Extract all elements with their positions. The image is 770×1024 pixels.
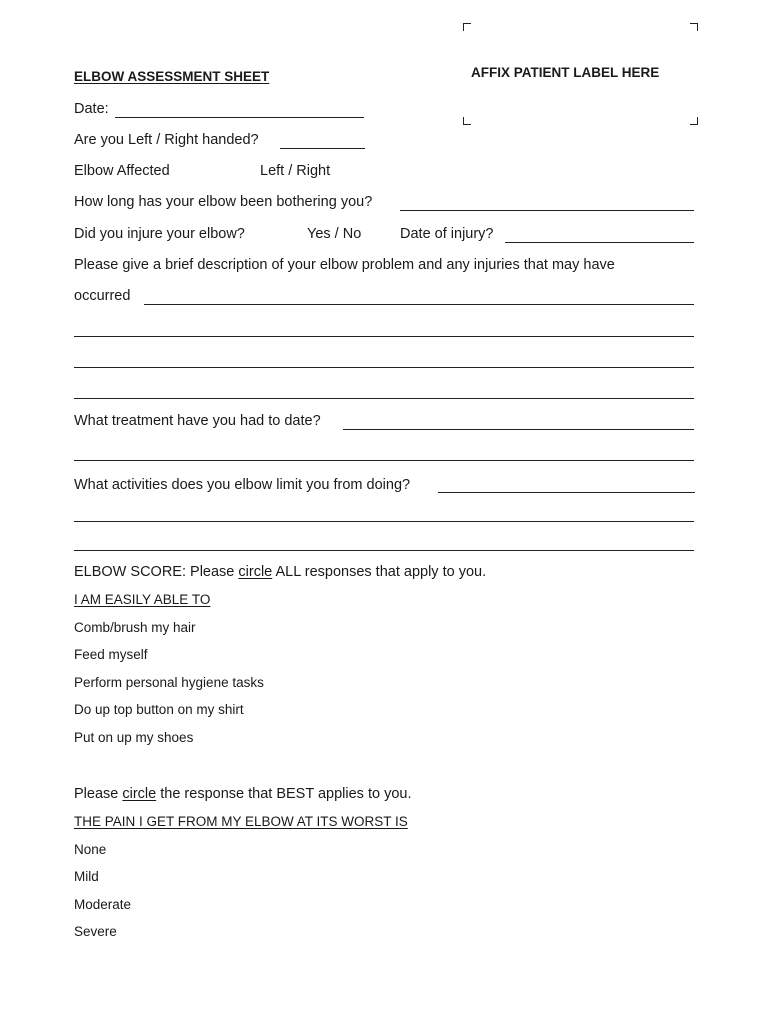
label-corner-top-right: [690, 23, 698, 31]
label-corner-top-left: [463, 23, 471, 31]
date-label: Date:: [74, 101, 109, 117]
injury-date-input-line[interactable]: [505, 242, 694, 243]
activities-label: What activities does you elbow limit you from doing?: [74, 477, 411, 493]
elbow-affected-label: Elbow Affected: [74, 163, 170, 179]
activities-input-line-3[interactable]: [74, 550, 694, 551]
treatment-input-line-1[interactable]: [343, 429, 694, 430]
elbow-score-heading: I AM EASILY ABLE TO: [74, 592, 211, 607]
pain-item[interactable]: Severe: [74, 924, 117, 939]
pain-item[interactable]: Moderate: [74, 897, 132, 912]
injury-date-label: Date of injury?: [400, 226, 494, 242]
activities-input-line-2[interactable]: [74, 521, 694, 522]
elbow-score-intro-prefix: ELBOW SCORE: Please: [74, 564, 239, 580]
pain-item[interactable]: Mild: [74, 869, 99, 884]
treatment-input-line-2[interactable]: [74, 460, 694, 461]
pain-intro-circle: circle: [122, 786, 157, 802]
pain-heading: THE PAIN I GET FROM MY ELBOW AT ITS WORST IS: [74, 814, 408, 829]
elbow-score-item[interactable]: Put on up my shoes: [74, 730, 194, 745]
handed-label: Are you Left / Right handed?: [74, 132, 259, 148]
pain-item[interactable]: None: [74, 842, 107, 857]
description-label: Please give a brief description of your elbow problem and any injuries that may have: [74, 257, 615, 273]
elbow-affected-options[interactable]: Left / Right: [260, 163, 331, 179]
description-input-line-1[interactable]: [144, 304, 694, 305]
pain-intro-suffix: the response that BEST applies to you.: [156, 786, 412, 802]
elbow-score-intro-circle: circle: [238, 564, 273, 580]
label-corner-bottom-left: [463, 117, 471, 125]
elbow-score-item[interactable]: Do up top button on my shirt: [74, 702, 244, 717]
injury-options[interactable]: Yes / No: [307, 226, 362, 242]
elbow-score-item[interactable]: Comb/brush my hair: [74, 620, 196, 635]
page-title: ELBOW ASSESSMENT SHEET: [74, 69, 270, 84]
pain-intro: [74, 786, 411, 802]
description-input-line-2[interactable]: [74, 336, 694, 337]
description-input-line-4[interactable]: [74, 398, 694, 399]
duration-input-line[interactable]: [400, 210, 694, 211]
elbow-score-item[interactable]: Feed myself: [74, 647, 148, 662]
elbow-score-intro: [74, 564, 486, 580]
elbow-score-item[interactable]: Perform personal hygiene tasks: [74, 675, 264, 690]
description-input-line-3[interactable]: [74, 367, 694, 368]
activities-input-line-1[interactable]: [438, 492, 695, 493]
elbow-score-intro-suffix: ALL responses that apply to you.: [272, 564, 487, 580]
handed-input-line[interactable]: [280, 148, 365, 149]
duration-label: How long has your elbow been bothering you?: [74, 194, 373, 210]
treatment-label: What treatment have you had to date?: [74, 413, 321, 429]
pain-intro-prefix: Please: [74, 786, 123, 802]
label-corner-bottom-right: [690, 117, 698, 125]
injury-label: Did you injure your elbow?: [74, 226, 245, 242]
description-label-cont: occurred: [74, 288, 131, 304]
date-input-line[interactable]: [115, 117, 364, 118]
patient-label-box-text: AFFIX PATIENT LABEL HERE: [471, 65, 660, 80]
